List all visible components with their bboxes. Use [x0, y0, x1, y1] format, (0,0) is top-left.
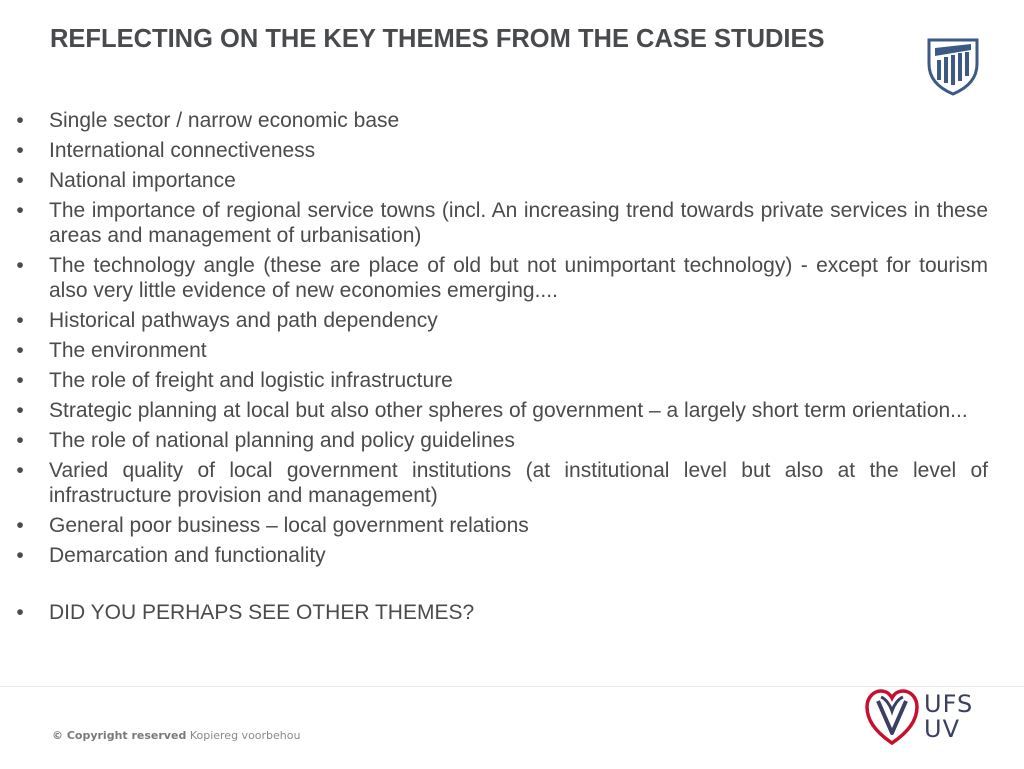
footer	[0, 686, 1024, 769]
ufs-heart-logo-icon	[864, 687, 920, 747]
ufs-wordmark-line1: UFS	[924, 690, 974, 718]
list-item: • The importance of regional service towns (incl. An increasing trend towards private services in these areas and management of urbanisation)	[16, 199, 988, 247]
list-item: • Demarcation and functionality	[16, 544, 326, 567]
list-item: • The role of freight and logistic infrastructure	[16, 369, 453, 392]
list-item: • Strategic planning at local but also other spheres of government – a largely short term orientation...	[16, 399, 968, 422]
slide-title: REFLECTING ON THE KEY THEMES FROM THE CASE STUDIES	[50, 25, 825, 53]
closing-question: • DID YOU PERHAPS SEE OTHER THEMES?	[16, 601, 475, 624]
list-item: • The role of national planning and policy guidelines	[16, 429, 515, 452]
list-item: • Historical pathways and path dependency	[16, 309, 438, 332]
university-crest-icon	[923, 34, 983, 96]
list-item: • National importance	[16, 169, 236, 192]
list-item: • The environment	[16, 339, 207, 362]
copyright-bold: © Copyright reserved	[52, 729, 187, 742]
copyright-afrikaans: Kopiereg voorbehou	[189, 729, 301, 742]
list-item: • Single sector / narrow economic base	[16, 109, 400, 132]
list-item: • Varied quality of local government institutions (at institutional level but also at the level of infrastructure provision and management)	[16, 459, 988, 507]
list-spacer	[10, 573, 988, 600]
theme-list	[10, 108, 988, 630]
copyright-notice	[52, 729, 300, 742]
ufs-wordmark	[924, 692, 973, 742]
list-item: • The technology angle (these are place of old but not unimportant technology) - except for tourism also very little evidence of new economies emerging....	[16, 254, 988, 302]
ufs-wordmark-line2: UV	[924, 715, 960, 743]
list-item: • General poor business – local government relations	[16, 514, 529, 537]
list-item: • International connectiveness	[16, 139, 316, 162]
